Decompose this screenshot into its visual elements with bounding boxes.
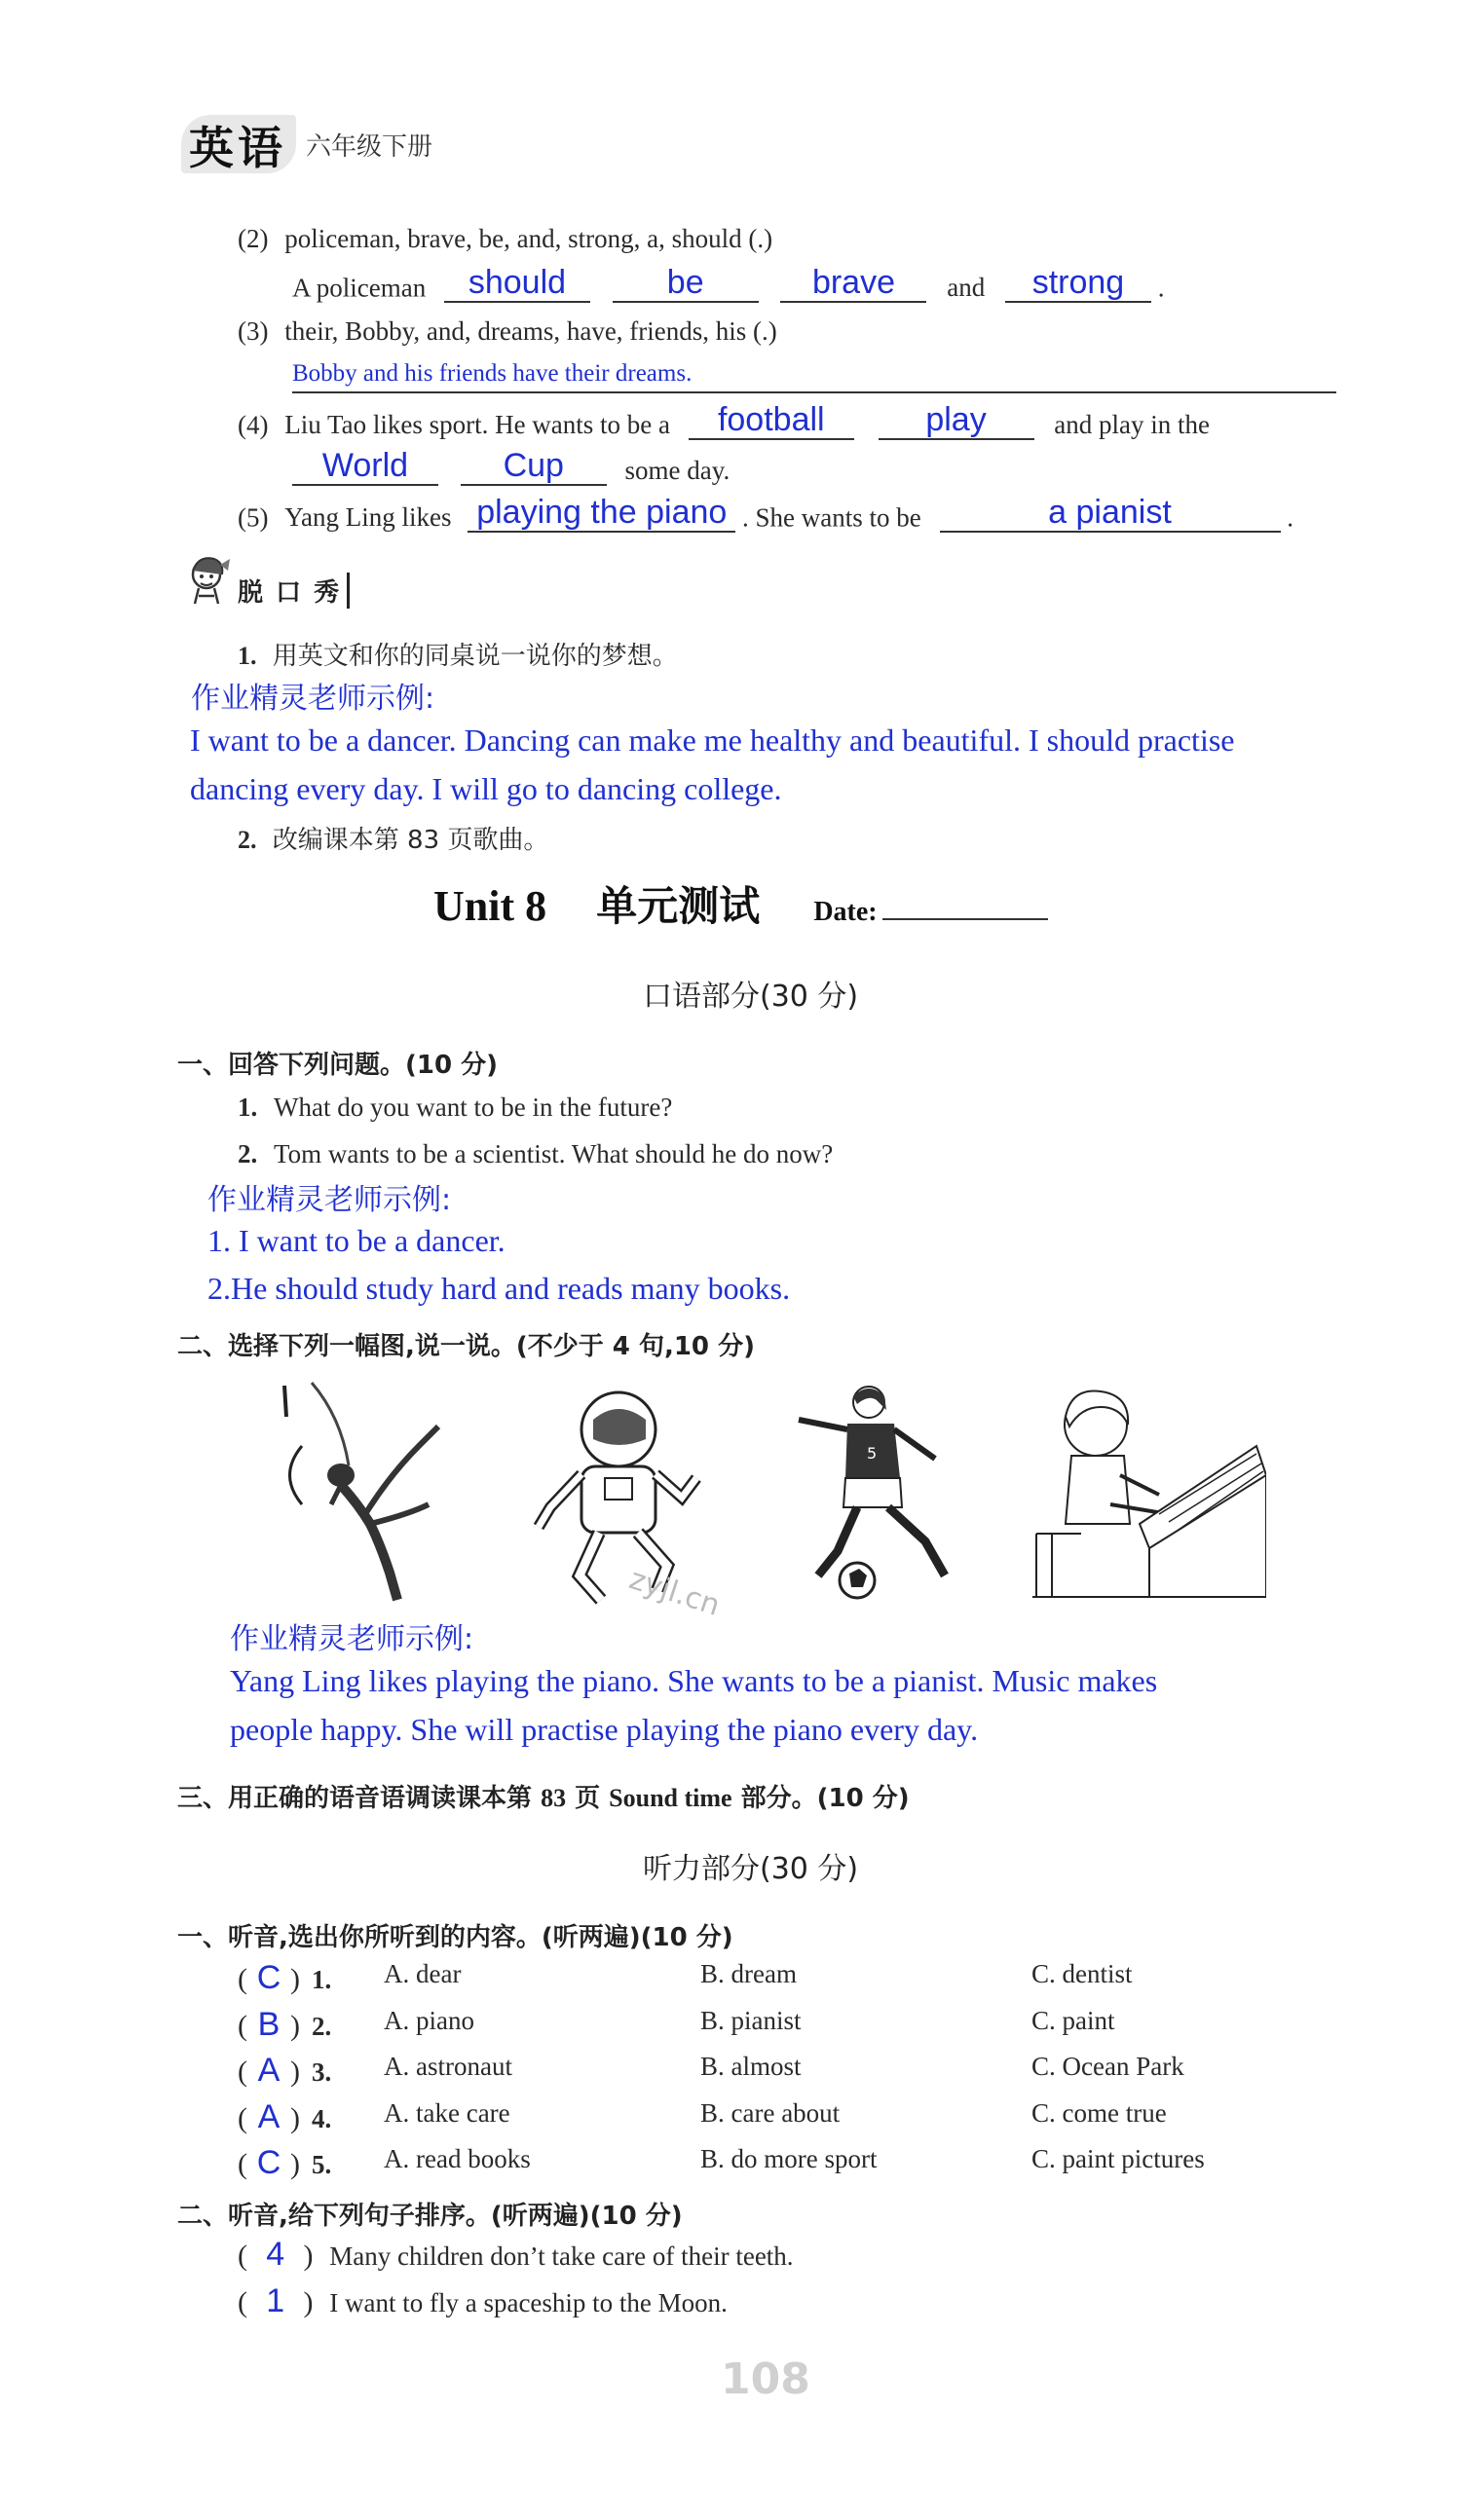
answer-blank[interactable]: strong [1005, 265, 1151, 303]
oral-q1-title: 一、回答下列问题。(10 分) [177, 1051, 498, 1080]
page-header [181, 113, 493, 181]
option-a: A. take care [384, 2097, 510, 2128]
choice-row: ( A ) 4. A. take care B. care about C. come true [238, 2097, 1167, 2135]
option-a: A. piano [384, 2005, 474, 2035]
option-a: A. astronaut [384, 2052, 512, 2081]
answer-blank[interactable]: should [444, 265, 590, 303]
choice-number: 3. [312, 2057, 332, 2087]
option-b: B. almost [700, 2052, 802, 2081]
answer-blank[interactable]: World [292, 448, 438, 486]
choice-number: 4. [312, 2103, 332, 2133]
listening-q1-title: 一、听音,选出你所听到的内容。(听两遍)(10 分) [177, 1923, 733, 1952]
teacher-example-text: 1. I want to be a dancer. [207, 1223, 506, 1258]
answer-blank[interactable]: a pianist [940, 495, 1281, 533]
oral-q3-title: 三、用正确的语音语调读课本第 83 页 Sound time 部分。(10 分) [177, 1784, 910, 1813]
option-c: C. Ocean Park [1031, 2052, 1184, 2081]
talk-show-item-2: 2. 改编课本第 83 页歌曲。 [238, 826, 549, 855]
unit-title: Unit 8 单元测试 Date: [433, 874, 1048, 933]
option-c: C. paint [1031, 2005, 1115, 2035]
oral-q2-title: 二、选择下列一幅图,说一说。(不少于 4 句,10 分) [177, 1332, 755, 1361]
option-b: B. dream [700, 1959, 797, 1988]
oral-q1-item: 2. Tom wants to be a scientist. What should he do now? [238, 1139, 834, 1168]
answer-blank[interactable]: brave [780, 265, 926, 303]
answer-blank[interactable]: be [613, 265, 759, 303]
oral-q1-item: 1. What do you want to be in the future? [238, 1093, 673, 1122]
exercise-item-3-prompt: (3) their, Bobby, and, dreams, have, friends, his (.) [238, 316, 777, 346]
ordering-item: ( 4 ) Many children don’t take care of their teeth. [238, 2236, 794, 2273]
teacher-example-text: I want to be a dancer. Dancing can make me healthy and beautiful. I should practise [190, 723, 1235, 758]
exercise-item-4-line1: (4) Liu Tao likes sport. He wants to be a football play and play in the [238, 401, 1210, 440]
ordering-answer[interactable]: 1 [266, 2282, 285, 2319]
choice-row: ( A ) 3. A. astronaut B. almost C. Ocean Park [238, 2052, 1184, 2089]
ordering-item: ( 1 ) I want to fly a spaceship to the Moon. [238, 2282, 728, 2319]
talk-show-item-1: 1. 用英文和你的同桌说一说你的梦想。 [238, 642, 678, 671]
choice-row: ( C ) 1. A. dear B. dream C. dentist [238, 1959, 1133, 1996]
option-a: A. read books [384, 2144, 531, 2173]
svg-text:5: 5 [867, 1444, 878, 1463]
choice-answer[interactable]: C [256, 1959, 281, 1996]
teacher-example-text: dancing every day. I will go to dancing college. [190, 771, 782, 806]
option-b: B. care about [700, 2097, 841, 2128]
teacher-example-text: people happy. She will practise playing the piano every day. [230, 1712, 979, 1747]
teacher-example-label: 作业精灵老师示例: [230, 1622, 474, 1656]
choice-row: ( B ) 2. A. piano B. pianist C. paint [238, 2005, 1115, 2043]
option-c: C. dentist [1031, 1959, 1133, 1988]
choice-number: 2. [312, 2011, 332, 2041]
choice-answer[interactable]: B [257, 2005, 281, 2043]
option-c: C. come true [1031, 2097, 1167, 2128]
choice-answer[interactable]: A [257, 2052, 281, 2089]
teacher-example-label: 作业精灵老师示例: [191, 682, 435, 716]
exercise-item-3-answer-line[interactable] [292, 360, 1336, 393]
page-number: 108 [721, 2354, 810, 2404]
option-a: A. dear [384, 1959, 462, 1988]
exercise-item-4-line2: World Cup some day. [292, 448, 730, 486]
exercise-item-5-line: (5) Yang Ling likes playing the piano . She wants to be a pianist . [238, 494, 1293, 533]
watermark: zyjl.cn [624, 1562, 725, 1623]
answer-blank[interactable]: Cup [461, 448, 607, 486]
astronaut-illustration [521, 1381, 716, 1605]
date-blank[interactable] [882, 893, 1048, 920]
exercise-item-2-prompt: (2) policeman, brave, be, and, strong, a, should (.) [238, 224, 773, 253]
option-b: B. pianist [700, 2005, 802, 2035]
option-c: C. paint pictures [1031, 2144, 1205, 2173]
listening-section-heading: 听力部分(30 分) [643, 1852, 859, 1886]
answer-blank[interactable]: playing the piano [468, 495, 735, 533]
choice-number: 5. [312, 2150, 332, 2179]
choice-number: 1. [312, 1965, 332, 1994]
exercise-item-3-answer: Bobby and his friends have their dreams. [292, 360, 693, 387]
answer-blank[interactable]: football [689, 402, 854, 440]
answer-blank[interactable]: play [879, 402, 1034, 440]
football-player-illustration [779, 1381, 993, 1605]
oral-section-heading: 口语部分(30 分) [643, 980, 859, 1014]
choice-answer[interactable]: C [256, 2144, 281, 2181]
teacher-example-label: 作业精灵老师示例: [207, 1183, 452, 1217]
dancer-illustration [273, 1378, 448, 1602]
exercise-item-2-line: A policeman should be brave and strong . [292, 264, 1165, 303]
talk-show-header [185, 553, 380, 611]
header-grade: 六年级下册 [306, 132, 433, 162]
ordering-answer[interactable]: 4 [266, 2236, 285, 2273]
option-b: B. do more sport [700, 2144, 878, 2173]
choice-row: ( C ) 5. A. read books B. do more sport C. paint pictures [238, 2144, 1205, 2181]
listening-q2-title: 二、听音,给下列句子排序。(听两遍)(10 分) [177, 2202, 683, 2231]
header-subject: 英语 [189, 122, 286, 174]
teacher-example-text: Yang Ling likes playing the piano. She wants to be a pianist. Music makes [230, 1663, 1158, 1698]
teacher-example-text: 2.He should study hard and reads many books. [207, 1271, 791, 1306]
talk-show-title: 脱 口 秀 [238, 573, 350, 609]
choice-answer[interactable]: A [257, 2097, 281, 2135]
pianist-illustration [1023, 1378, 1266, 1602]
cartoon-girl-icon [185, 553, 234, 613]
